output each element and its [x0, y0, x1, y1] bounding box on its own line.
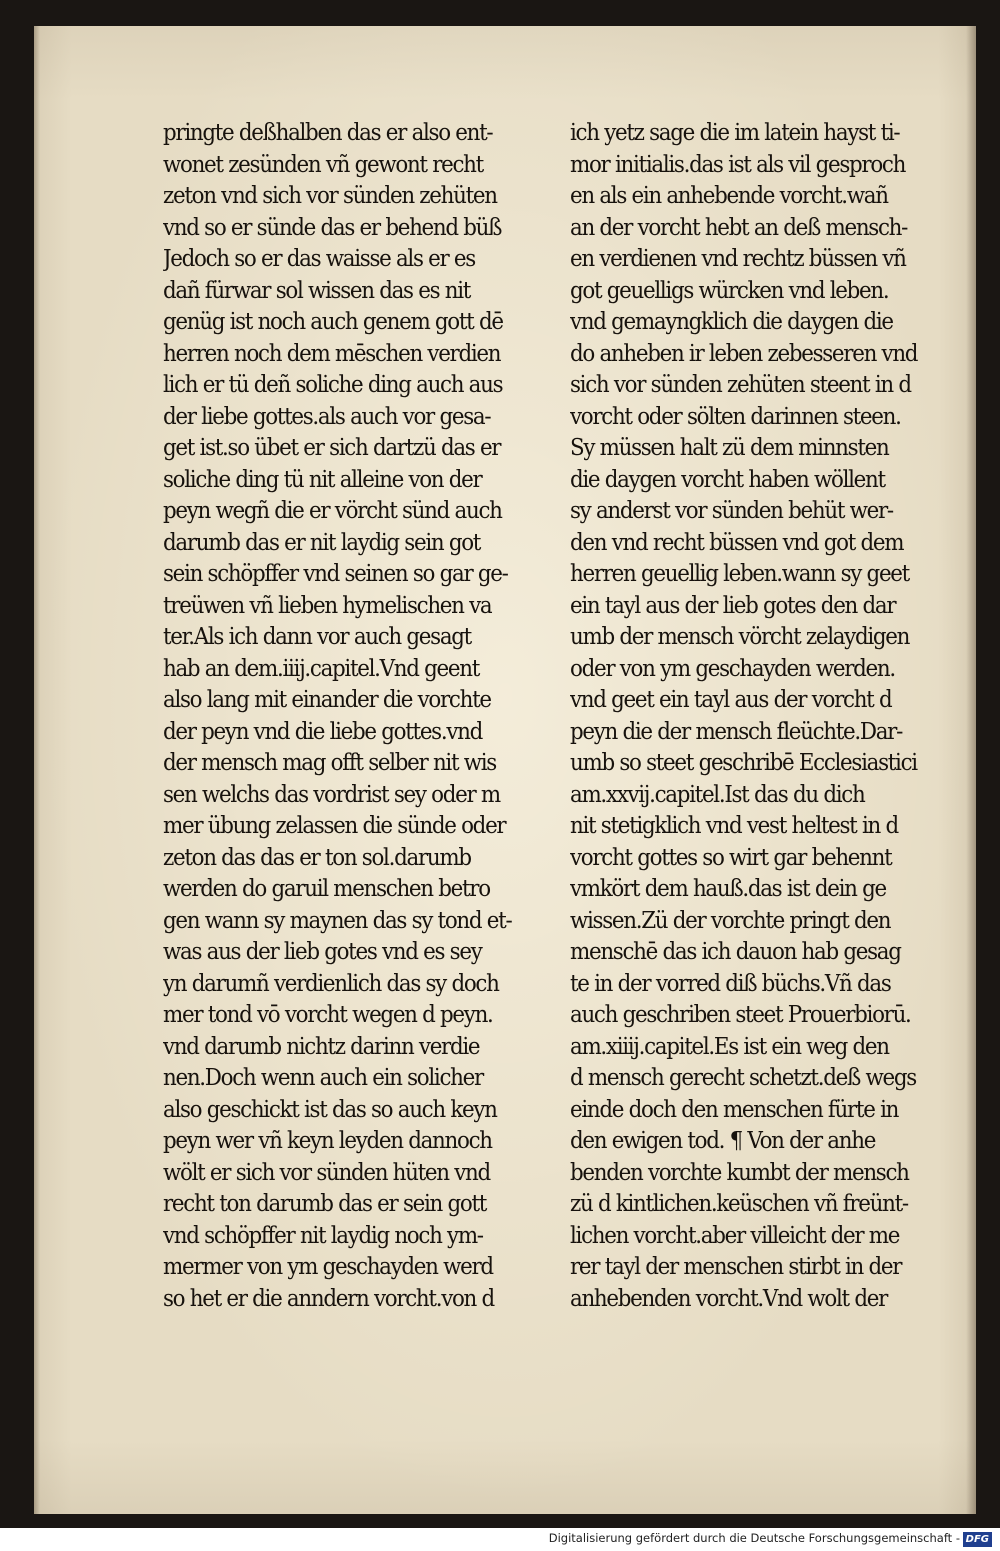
text-line: get ist.so übet er sich dartzü das er: [163, 435, 501, 461]
text-line: zeton vnd sich vor sünden zehüten: [163, 183, 497, 209]
text-line: yn darumñ verdienlich das sy doch: [163, 970, 499, 997]
text-line: lichen vorcht.aber villeicht der me: [570, 1222, 900, 1249]
text-line: wonet zesünden vñ gewont recht: [163, 151, 483, 178]
text-line: recht ton darumb das er sein gott: [163, 1191, 487, 1217]
text-line: vnd gemayngklich die daygen die: [570, 309, 893, 335]
text-line: der mensch mag offt selber nit wis: [163, 750, 496, 776]
text-line: was aus der lieb gotes vnd es sey: [163, 939, 482, 965]
text-line: vnd so er sünde das er behend büß: [163, 214, 502, 241]
dfg-logo: DFG: [963, 1532, 992, 1547]
text-line: nen.Doch wenn auch ein solicher: [163, 1065, 483, 1091]
text-line: en verdienen vnd rechtz büssen vñ: [570, 246, 906, 272]
text-line: sich vor sünden zehüten steent in d: [570, 372, 911, 398]
text-line: rer tayl der menschen stirbt in der: [570, 1254, 902, 1280]
text-line: peyn die der mensch fleüchte.Dar-: [570, 718, 903, 745]
text-line: den ewigen tod. ¶ Von der anhe: [570, 1128, 876, 1154]
text-line: d mensch gerecht schetzt.deß wegs: [570, 1065, 916, 1091]
text-line: benden vorchte kumbt der mensch: [570, 1159, 909, 1186]
text-line: nit stetigklich vnd vest heltest in d: [570, 813, 898, 839]
text-line: hab an dem.iiij.capitel.Vnd geent: [163, 655, 480, 682]
text-line: lich er tü deñ soliche ding auch aus: [163, 372, 503, 398]
text-line: also geschickt ist das so auch keyn: [163, 1096, 497, 1123]
text-line: peyn wer vñ keyn leyden dannoch: [163, 1128, 492, 1154]
text-line: am.xxvij.capitel.Ist das du dich: [570, 781, 865, 808]
text-line: sein schöpffer vnd seinen so gar ge-: [163, 561, 508, 587]
page-gutter-shadow: [34, 26, 40, 1514]
text-line: mor initialis.das ist als vil gesproch: [570, 151, 906, 178]
text-line: mer übung zelassen die sünde oder: [163, 813, 506, 839]
text-line: Jedoch so er das waisse als er es: [163, 246, 475, 272]
funding-credit: Digitalisierung gefördert durch die Deutsche Forschungsgemeinschaft -: [548, 1531, 960, 1545]
page-edge-shadow: [966, 26, 976, 1514]
text-line: en als ein anhebende vorcht.wañ: [570, 183, 888, 209]
text-line: sy anderst vor sünden behüt wer-: [570, 498, 893, 524]
text-line: ein tayl aus der lieb gotes den dar: [570, 592, 896, 619]
text-line: der liebe gottes.als auch vor gesa-: [163, 403, 491, 430]
text-line: umb der mensch vörcht zelaydigen: [570, 624, 910, 650]
text-line: an der vorcht hebt an deß mensch-: [570, 214, 908, 241]
text-line: werden do garuil menschen betro: [163, 876, 490, 902]
text-line: auch geschriben steet Prouerbiorū.: [570, 1002, 911, 1028]
text-line: vmkört dem hauß.das ist dein ge: [570, 876, 886, 902]
text-column-left: [163, 118, 543, 1315]
text-line: also lang mit einander die vorchte: [163, 687, 491, 713]
text-line: vnd geet ein tayl aus der vorcht d: [570, 687, 892, 713]
text-line: ter.Als ich dann vor auch gesagt: [163, 624, 471, 650]
text-line: treüwen vñ lieben hymelischen va: [163, 592, 492, 619]
text-line: got geuelligs würcken vnd leben.: [570, 277, 889, 304]
text-line: mer tond vō vorcht wegen d peyn.: [163, 1002, 493, 1028]
text-line: die daygen vorcht haben wöllent: [570, 466, 885, 493]
text-line: vnd schöpffer nit laydig noch ym-: [163, 1222, 483, 1249]
text-line: gen wann sy maynen das sy tond et-: [163, 907, 512, 934]
text-line: te in der vorred diß büchs.Vñ das: [570, 970, 891, 997]
text-line: anhebenden vorcht.Vnd wolt der: [570, 1285, 888, 1312]
text-line: genüg ist noch auch genem gott dē: [163, 309, 503, 335]
text-line: menschē das ich dauon hab gesag: [570, 939, 901, 965]
text-line: vorcht oder sölten darinnen steen.: [570, 403, 901, 430]
text-line: do anheben ir leben zebesseren vnd: [570, 340, 918, 367]
text-line: darumb das er nit laydig sein got: [163, 529, 481, 556]
text-line: oder von ym geschayden werden.: [570, 655, 895, 682]
text-line: ich yetz sage die im latein hayst ti-: [570, 120, 900, 146]
text-line: zeton das das er ton sol.darumb: [163, 844, 471, 871]
text-line: soliche ding tü nit alleine von der: [163, 466, 482, 493]
text-line: sen welchs das vordrist sey oder m: [163, 781, 500, 808]
text-line: vorcht gottes so wirt gar behennt: [570, 844, 892, 871]
text-line: Sy müssen halt zü dem minnsten: [570, 435, 889, 461]
text-line: wölt er sich vor sünden hüten vnd: [163, 1159, 490, 1186]
text-line: herren geuellig leben.wann sy geet: [570, 561, 909, 587]
text-column-right: [570, 118, 950, 1315]
text-line: pringte deßhalben das er also ent-: [163, 120, 493, 146]
text-line: mermer von ym geschayden werd: [163, 1254, 493, 1280]
text-line: herren noch dem mēschen verdien: [163, 340, 501, 367]
text-line: wissen.Zü der vorchte pringt den: [570, 907, 891, 934]
text-line: am.xiiij.capitel.Es ist ein weg den: [570, 1033, 889, 1060]
text-line: peyn wegñ die er vörcht sünd auch: [163, 498, 502, 524]
text-line: vnd darumb nichtz darinn verdie: [163, 1033, 480, 1060]
digitization-footer: [0, 1528, 1000, 1551]
text-line: umb so steet geschribē Ecclesiastici: [570, 750, 917, 776]
text-line: dañ fürwar sol wissen das es nit: [163, 277, 471, 304]
text-line: zü d kintlichen.keüschen vñ freünt-: [570, 1191, 908, 1217]
text-line: den vnd recht büssen vnd got dem: [570, 529, 904, 556]
text-line: so het er die anndern vorcht.von d: [163, 1285, 494, 1312]
text-line: der peyn vnd die liebe gottes.vnd: [163, 718, 483, 745]
text-line: einde doch den menschen fürte in: [570, 1096, 899, 1123]
